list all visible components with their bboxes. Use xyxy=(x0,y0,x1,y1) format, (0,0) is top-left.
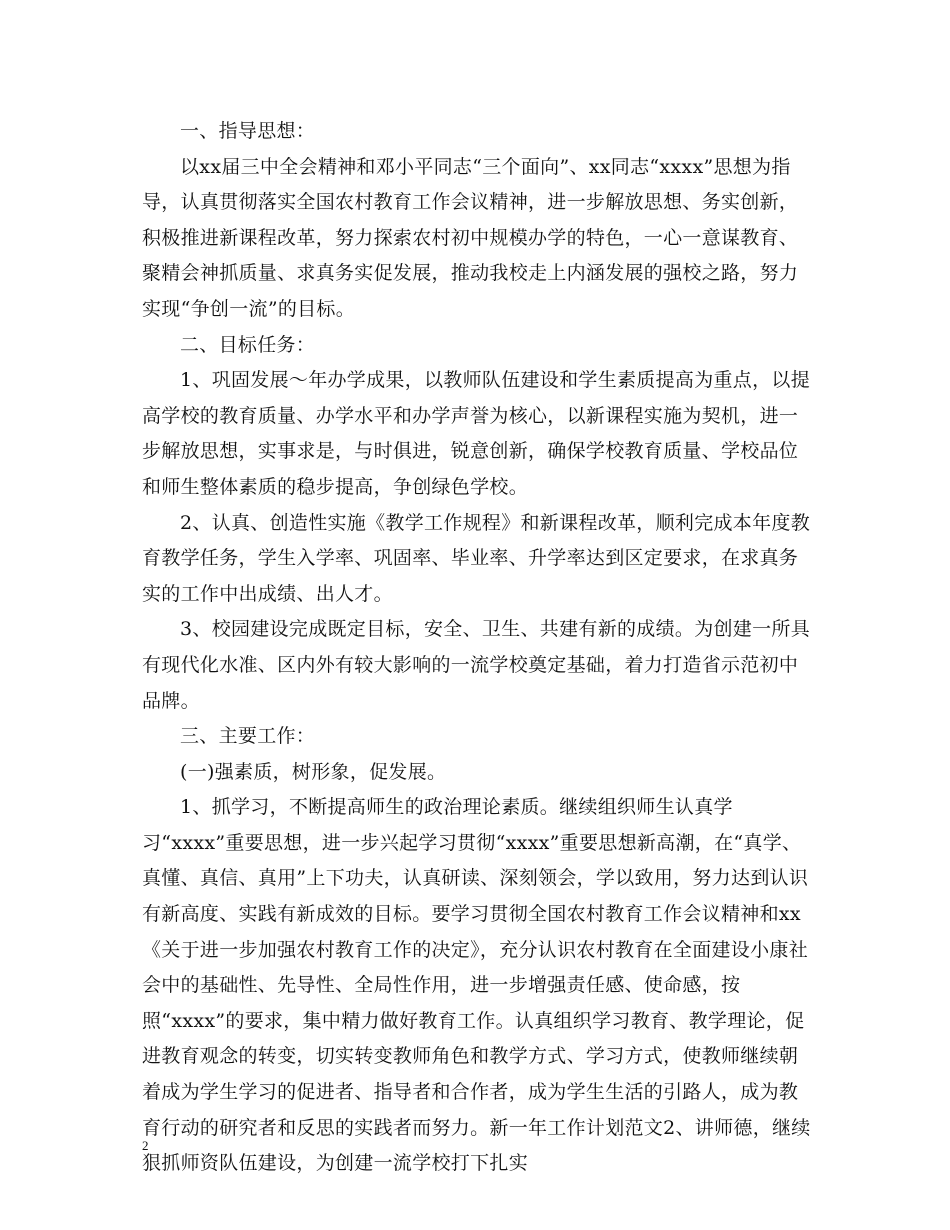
paragraph-guiding-ideology: 以xx届三中全会精神和邓小平同志“三个面向”、xx同志“xxxx”思想为指导，认真贯彻落实全国农村教育工作会议精神，进一步解放思想、务实创新，积极推进新课程改革，努力探索农村初中规模办学的特色，一心一意谋教育、聚精会神抓质量、求真务实促发展，推动我校走上内涵发展的强校之路，努力实现“争创一流”的目标。 xyxy=(142,155,799,320)
paragraph-goal-2: 2、认真、创造性实施《教学工作规程》和新课程改革，顺利完成本年度教育教学任务，学生入学率、巩固率、毕业率、升学率达到区定要求，在求真务实的工作中出成绩、出人才。 xyxy=(142,511,810,605)
section-heading-goals-tasks: 二、目标任务： xyxy=(180,333,316,356)
document-body xyxy=(142,114,814,1182)
paragraph-goal-3: 3、校园建设完成既定目标，安全、卫生、共建有新的成绩。为创建一所具有现代化水准、区内外有较大影响的一流学校奠定基础，着力打造省示范初中品牌。 xyxy=(142,618,810,712)
paragraph-study-theory: 1、抓学习，不断提高师生的政治理论素质。继续组织师生认真学习“xxxx”重要思想，进一步兴起学习贯彻“xxxx”重要思想新高潮，在“真学、真懂、真信、真用”上下功夫，认真研读、深刻领会，学以致用，努力达到认识有新高度、实践有新成效的目标。要学习贯彻全国农村教育工作会议精神和xx《关于进一步加强农村教育工作的决定》，充分认识农村教育在全面建设小康社会中的基础性、先导性、全局性作用，进一步增强责任感、使命感，按照“xxxx”的要求，集中精力做好教育工作。认真组织学习教育、教学理论，促进教育观念的转变，切实转变教师角色和教学方式、学习方式，使教师继续朝着成为学生学习的促进者、指导者和合作者，成为学生生活的引路人，成为教育行动的研究者和反思的实践者而努力。新一年工作计划范文2、讲师德，继续狠抓师资队伍建设，为创建一流学校打下扎实 xyxy=(142,796,811,1175)
paragraph-goal-1: 1、巩固发展～年办学成果，以教师队伍建设和学生素质提高为重点，以提高学校的教育质量、办学水平和办学声誉为核心，以新课程实施为契机，进一步解放思想，实事求是，与时俱进，锐意创新，确保学校教育质量、学校品位和师生整体素质的稳步提高，争创绿色学校。 xyxy=(142,369,810,498)
subsection-heading-quality-image-development: (一)强素质，树形象，促发展。 xyxy=(180,760,447,783)
section-heading-main-work: 三、主要工作： xyxy=(180,725,316,748)
page-number: 2 xyxy=(142,1138,149,1153)
section-heading-guiding-ideology: 一、指导思想： xyxy=(180,120,316,142)
